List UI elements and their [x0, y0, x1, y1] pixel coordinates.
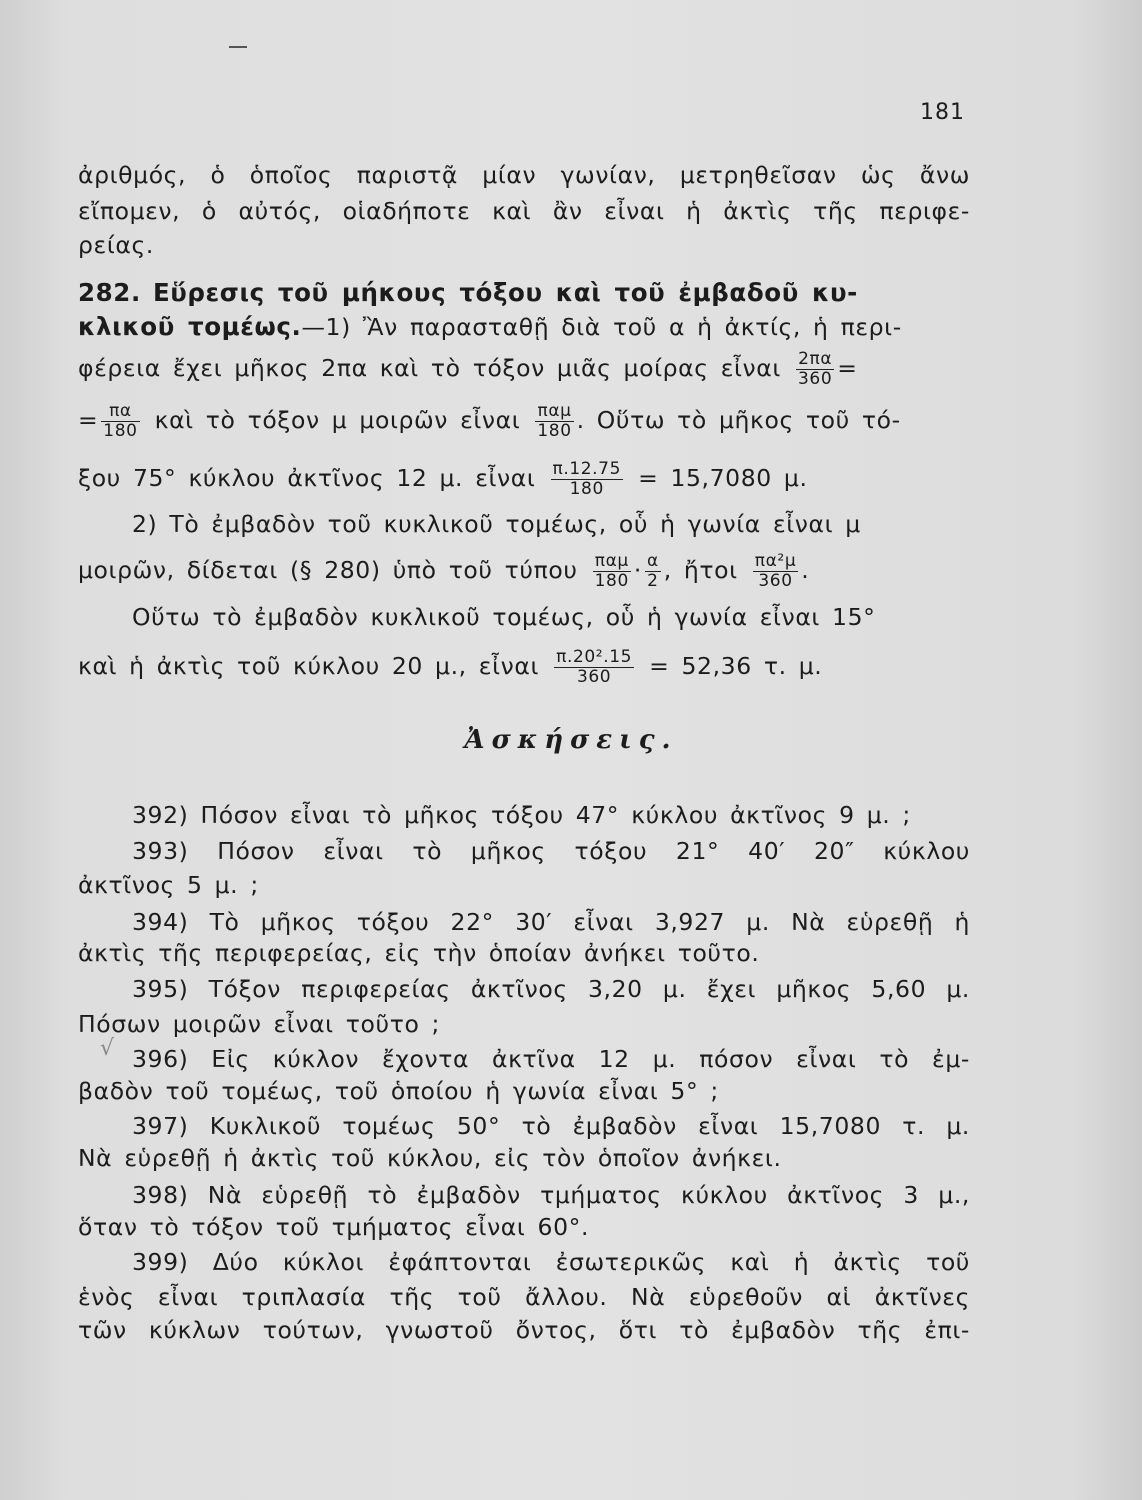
exercise-398-line-2: ὅταν τὸ τόξον τοῦ τμήματος εἶναι 60°.: [78, 1213, 590, 1241]
equals-sign: =: [78, 406, 99, 434]
period: .: [801, 556, 810, 584]
fraction-pam-180: $\frac{\text{παμ}}{180}$: [537, 401, 572, 441]
exercise-394-line-1: 394) Τὸ μῆκος τόξου 22° 30′ εἶναι 3,927 μ. Νὰ εὑρεθῇ ἡ: [132, 908, 970, 936]
fraction-pa2m-360: $\frac{\text{πα²μ}}{360}$: [754, 551, 797, 591]
intro-line-2: εἴπομεν, ὁ αὐτός, οἱαδήποτε καὶ ἂν εἶναι ἡ ἀκτὶς τῆς περιφε-: [78, 197, 970, 225]
exercise-393-line-1: 393) Πόσον εἶναι τὸ μῆκος τόξου 21° 40′ 20″ κύκλου: [132, 837, 970, 865]
exercises-heading: Ἀσκήσεις.: [464, 725, 678, 755]
dot-operator: ·: [633, 556, 642, 584]
page-number: 181: [920, 100, 965, 125]
line-g-text: μοιρῶν, δίδεται (§ 280) ὑπὸ τοῦ τύπου: [78, 556, 578, 584]
line-d-rest: . Οὕτω τὸ μῆκος τοῦ τό-: [576, 406, 901, 434]
margin-check-mark: √: [100, 1036, 115, 1061]
fraction-arc-length: $\frac{\pi.12.75}{180}$: [552, 459, 622, 499]
line-d-text: καὶ τὸ τόξον μ μοιρῶν εἶναι: [154, 406, 521, 434]
exercise-398-line-1: 398) Νὰ εὑρεθῇ τὸ ἐμβαδὸν τμήματος κύκλου ἀκτῖνος 3 μ.,: [132, 1181, 970, 1209]
formula-line-g: [78, 552, 970, 591]
exercise-399-line-2: ἑνὸς εἶναι τριπλασία τῆς τοῦ ἄλλου. Νὰ εὑρεθοῦν αἱ ἀκτῖνες: [78, 1283, 970, 1311]
exercise-393-line-2: ἀκτῖνος 5 μ. ;: [78, 871, 259, 899]
section-title-a: Εὕρεσις τοῦ μήκους τόξου καὶ τοῦ ἐμβαδοῦ κυ-: [152, 278, 858, 307]
fraction-a-2: $\frac{\alpha}{2}$: [646, 551, 659, 591]
exercise-395-line-2: Πόσων μοιρῶν εἶναι τοῦτο ;: [78, 1010, 441, 1038]
section-title-line-1: [78, 276, 970, 310]
section-number: 282.: [78, 278, 141, 307]
fraction-2pa-360: $\frac{2\pi\alpha}{360}$: [798, 349, 833, 389]
formula-line-e: [78, 460, 970, 499]
exercise-397-line-2: Νὰ εὑρεθῇ ἡ ἀκτὶς τοῦ κύκλου, εἰς τὸν ὁποῖον ἀνήκει.: [78, 1144, 782, 1172]
formula-line-h: [78, 600, 970, 634]
formula-line-i: [78, 648, 970, 687]
intro-line-1: ἀριθμός, ὁ ὁποῖος παριστᾷ μίαν γωνίαν, μετρηθεῖσαν ὡς ἄνω: [78, 161, 970, 189]
exercise-396-line-1: 396) Εἰς κύκλον ἔχοντα ἀκτῖνα 12 μ. πόσον εἶναι τὸ ἐμ-: [132, 1045, 970, 1073]
fraction-pa-180: $\frac{\pi\alpha}{180}$: [103, 401, 138, 441]
exercise-395-line-1: 395) Τόξον περιφερείας ἀκτῖνος 3,20 μ. ἔχει μῆκος 5,60 μ.: [132, 975, 970, 1003]
exercise-397-line-1: 397) Κυκλικοῦ τομέως 50° τὸ ἐμβαδὸν εἶναι 15,7080 τ. μ.: [132, 1112, 970, 1140]
line-c-text: φέρεια ἔχει μῆκος 2πα καὶ τὸ τόξον μιᾶς μοίρας εἶναι: [78, 354, 781, 382]
top-dash: [229, 46, 247, 48]
fraction-pam-180: $\frac{\text{παμ}}{180}$: [594, 551, 629, 591]
exercise-399-line-1: 399) Δύο κύκλοι ἐφάπτονται ἐσωτερικῶς καὶ ἡ ἀκτὶς τοῦ: [132, 1248, 970, 1276]
line-g-mid: , ἤτοι: [663, 556, 738, 584]
intro-line-3: ρείας.: [78, 231, 154, 259]
line-f-text: 2) Τὸ ἐμβαδὸν τοῦ κυκλικοῦ τομέως, οὗ ἡ γωνία εἶναι μ: [132, 510, 861, 538]
formula-line-f: [78, 507, 970, 541]
exercise-396-line-2: βαδὸν τοῦ τομέως, τοῦ ὁποίου ἡ γωνία εἶναι 5° ;: [78, 1077, 719, 1105]
exercise-392: 392) Πόσον εἶναι τὸ μῆκος τόξου 47° κύκλου ἀκτῖνος 9 μ. ;: [132, 801, 911, 829]
exercise-394-line-2: ἀκτὶς τῆς περιφερείας, εἰς τὴν ὁποίαν ἀνήκει τοῦτο.: [78, 939, 760, 967]
line-i-text: καὶ ἡ ἀκτὶς τοῦ κύκλου 20 μ., εἶναι: [78, 652, 540, 680]
fraction-sector-area: $\frac{\text{π.20².15}}{360}$: [556, 647, 633, 687]
formula-line-c: [78, 350, 970, 389]
section-title-line-2: [78, 310, 970, 344]
equals-sign: =: [837, 354, 858, 382]
line-e-text: ξου 75° κύκλου ἀκτῖνος 12 μ. εἶναι: [78, 464, 536, 492]
section-line-b-rest: —1) Ἂν παρασταθῇ διὰ τοῦ α ἡ ἀκτίς, ἡ περι-: [301, 313, 902, 341]
exercise-399-line-3: τῶν κύκλων τούτων, γνωστοῦ ὄντος, ὅτι τὸ ἐμβαδὸν τῆς ἐπι-: [78, 1316, 970, 1344]
section-title-b: κλικοῦ τομέως.: [78, 312, 302, 341]
formula-line-d: [78, 402, 970, 441]
line-i-rest: = 52,36 τ. μ.: [649, 652, 823, 680]
line-h-text: Οὕτω τὸ ἐμβαδὸν κυκλικοῦ τομέως, οὗ ἡ γωνία εἶναι 15°: [132, 603, 876, 631]
line-e-rest: = 15,7080 μ.: [638, 464, 808, 492]
